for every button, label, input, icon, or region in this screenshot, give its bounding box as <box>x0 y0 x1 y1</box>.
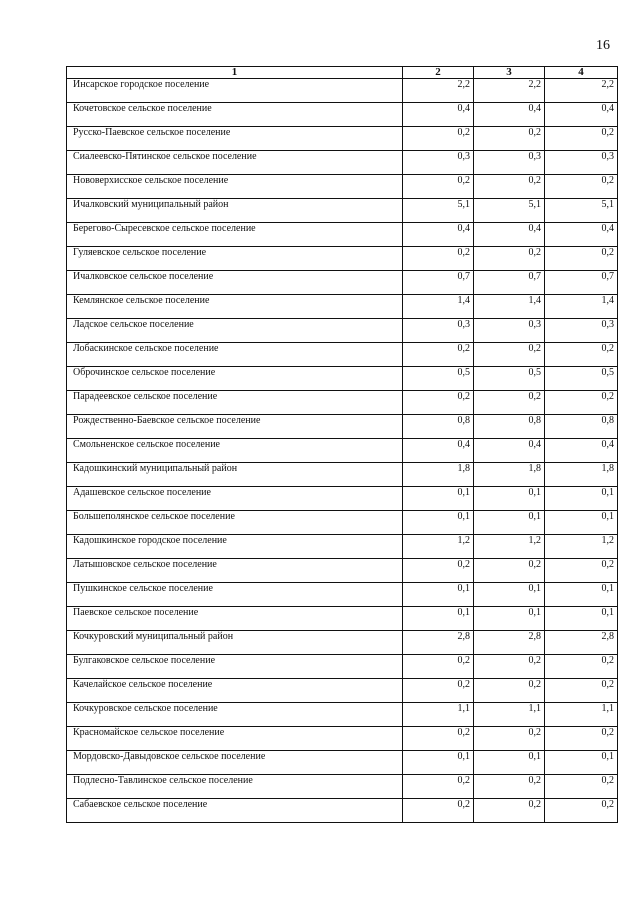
value-col-2-cell: 1,8 <box>403 463 474 487</box>
value-col-3-cell: 0,2 <box>474 655 545 679</box>
value-col-3-cell: 0,2 <box>474 247 545 271</box>
table-row <box>67 655 618 679</box>
table-row <box>67 607 618 631</box>
table-row <box>67 247 618 271</box>
table-row <box>67 679 618 703</box>
value-col-4-cell: 0,2 <box>545 127 618 151</box>
value-col-3-cell: 1,2 <box>474 535 545 559</box>
value-col-3-cell: 0,1 <box>474 487 545 511</box>
value-col-2-cell: 0,5 <box>403 367 474 391</box>
value-col-4-cell: 0,1 <box>545 487 618 511</box>
row-name-cell: Булгаковское сельское поселение <box>67 655 403 679</box>
value-col-3-cell: 2,8 <box>474 631 545 655</box>
row-name-cell: Кадошкинский муниципальный район <box>67 463 403 487</box>
value-col-3-cell: 0,1 <box>474 751 545 775</box>
table-row <box>67 775 618 799</box>
value-col-3-cell: 0,3 <box>474 319 545 343</box>
value-col-3-cell: 0,4 <box>474 103 545 127</box>
value-col-4-cell: 0,3 <box>545 151 618 175</box>
value-col-2-cell: 0,1 <box>403 583 474 607</box>
value-col-2-cell: 0,2 <box>403 127 474 151</box>
value-col-4-cell: 0,1 <box>545 751 618 775</box>
column-header-4: 4 <box>545 67 618 79</box>
value-col-4-cell: 0,2 <box>545 391 618 415</box>
row-name-cell: Смольненское сельское поселение <box>67 439 403 463</box>
value-col-2-cell: 2,8 <box>403 631 474 655</box>
value-col-4-cell: 0,2 <box>545 775 618 799</box>
table-body <box>67 79 618 823</box>
table-row <box>67 727 618 751</box>
value-col-2-cell: 0,7 <box>403 271 474 295</box>
table-row <box>67 343 618 367</box>
value-col-3-cell: 0,1 <box>474 583 545 607</box>
row-name-cell: Гуляевское сельское поселение <box>67 247 403 271</box>
value-col-4-cell: 0,2 <box>545 799 618 823</box>
value-col-4-cell: 0,1 <box>545 607 618 631</box>
value-col-2-cell: 0,2 <box>403 559 474 583</box>
table-row <box>67 367 618 391</box>
value-col-2-cell: 0,2 <box>403 343 474 367</box>
value-col-4-cell: 5,1 <box>545 199 618 223</box>
row-name-cell: Лобаскинское сельское поселение <box>67 343 403 367</box>
value-col-2-cell: 0,1 <box>403 511 474 535</box>
table-row <box>67 295 618 319</box>
table-row <box>67 391 618 415</box>
value-col-4-cell: 0,5 <box>545 367 618 391</box>
row-name-cell: Инсарское городское поселение <box>67 79 403 103</box>
row-name-cell: Латышовское сельское поселение <box>67 559 403 583</box>
value-col-3-cell: 5,1 <box>474 199 545 223</box>
value-col-3-cell: 0,2 <box>474 775 545 799</box>
row-name-cell: Подлесно-Тавлинское сельское поселение <box>67 775 403 799</box>
table-row <box>67 511 618 535</box>
table-row <box>67 751 618 775</box>
value-col-3-cell: 0,2 <box>474 679 545 703</box>
value-col-2-cell: 0,2 <box>403 727 474 751</box>
value-col-3-cell: 0,2 <box>474 391 545 415</box>
row-name-cell: Кочкуровское сельское поселение <box>67 703 403 727</box>
table-row <box>67 103 618 127</box>
value-col-2-cell: 1,4 <box>403 295 474 319</box>
value-col-4-cell: 0,2 <box>545 679 618 703</box>
value-col-2-cell: 0,4 <box>403 439 474 463</box>
value-col-3-cell: 1,1 <box>474 703 545 727</box>
value-col-4-cell: 0,4 <box>545 439 618 463</box>
value-col-2-cell: 0,4 <box>403 223 474 247</box>
value-col-2-cell: 5,1 <box>403 199 474 223</box>
value-col-2-cell: 0,2 <box>403 175 474 199</box>
column-header-2: 2 <box>403 67 474 79</box>
value-col-4-cell: 0,7 <box>545 271 618 295</box>
value-col-4-cell: 2,2 <box>545 79 618 103</box>
row-name-cell: Ладское сельское поселение <box>67 319 403 343</box>
table-row <box>67 535 618 559</box>
row-name-cell: Сиалеевско-Пятинское сельское поселение <box>67 151 403 175</box>
value-col-4-cell: 0,2 <box>545 559 618 583</box>
value-col-4-cell: 1,4 <box>545 295 618 319</box>
value-col-3-cell: 0,4 <box>474 223 545 247</box>
value-col-3-cell: 0,2 <box>474 127 545 151</box>
value-col-4-cell: 0,4 <box>545 223 618 247</box>
value-col-2-cell: 1,1 <box>403 703 474 727</box>
row-name-cell: Нововерхисское сельское поселение <box>67 175 403 199</box>
value-col-4-cell: 0,2 <box>545 175 618 199</box>
value-col-2-cell: 0,8 <box>403 415 474 439</box>
row-name-cell: Пушкинское сельское поселение <box>67 583 403 607</box>
row-name-cell: Мордовско-Давыдовское сельское поселение <box>67 751 403 775</box>
value-col-3-cell: 0,3 <box>474 151 545 175</box>
table-row <box>67 271 618 295</box>
value-col-3-cell: 0,2 <box>474 727 545 751</box>
row-name-cell: Паевское сельское поселение <box>67 607 403 631</box>
value-col-2-cell: 2,2 <box>403 79 474 103</box>
row-name-cell: Русско-Паевское сельское поселение <box>67 127 403 151</box>
value-col-4-cell: 0,4 <box>545 103 618 127</box>
table-row <box>67 151 618 175</box>
value-col-4-cell: 0,3 <box>545 319 618 343</box>
table-row <box>67 199 618 223</box>
row-name-cell: Кочетовское сельское поселение <box>67 103 403 127</box>
value-col-2-cell: 0,2 <box>403 655 474 679</box>
column-header-1: 1 <box>67 67 403 79</box>
table-row <box>67 127 618 151</box>
value-col-3-cell: 1,4 <box>474 295 545 319</box>
table-row <box>67 583 618 607</box>
table-row <box>67 439 618 463</box>
value-col-2-cell: 0,4 <box>403 103 474 127</box>
table-row <box>67 631 618 655</box>
value-col-4-cell: 1,2 <box>545 535 618 559</box>
value-col-2-cell: 0,3 <box>403 319 474 343</box>
value-col-3-cell: 0,4 <box>474 439 545 463</box>
value-col-3-cell: 1,8 <box>474 463 545 487</box>
value-col-3-cell: 0,8 <box>474 415 545 439</box>
value-col-4-cell: 0,2 <box>545 247 618 271</box>
table-row <box>67 319 618 343</box>
value-col-2-cell: 0,2 <box>403 799 474 823</box>
table-header-row <box>67 67 618 79</box>
table-row <box>67 79 618 103</box>
value-col-2-cell: 1,2 <box>403 535 474 559</box>
value-col-4-cell: 0,1 <box>545 583 618 607</box>
value-col-2-cell: 0,1 <box>403 607 474 631</box>
value-col-2-cell: 0,3 <box>403 151 474 175</box>
value-col-4-cell: 2,8 <box>545 631 618 655</box>
value-col-4-cell: 0,2 <box>545 343 618 367</box>
column-header-3: 3 <box>474 67 545 79</box>
row-name-cell: Большеполянское сельское поселение <box>67 511 403 535</box>
row-name-cell: Ичалковское сельское поселение <box>67 271 403 295</box>
table-row <box>67 703 618 727</box>
table-row <box>67 799 618 823</box>
value-col-2-cell: 0,1 <box>403 751 474 775</box>
value-col-2-cell: 0,1 <box>403 487 474 511</box>
value-col-4-cell: 1,8 <box>545 463 618 487</box>
value-col-4-cell: 0,2 <box>545 727 618 751</box>
table-row <box>67 415 618 439</box>
value-col-4-cell: 1,1 <box>545 703 618 727</box>
row-name-cell: Берегово-Сыресевское сельское поселение <box>67 223 403 247</box>
table-row <box>67 223 618 247</box>
row-name-cell: Рождественно-Баевское сельское поселение <box>67 415 403 439</box>
row-name-cell: Ичалковский муниципальный район <box>67 199 403 223</box>
data-table <box>66 66 618 823</box>
value-col-4-cell: 0,1 <box>545 511 618 535</box>
row-name-cell: Парадеевское сельское поселение <box>67 391 403 415</box>
value-col-2-cell: 0,2 <box>403 247 474 271</box>
row-name-cell: Оброчинское сельское поселение <box>67 367 403 391</box>
row-name-cell: Кемлянское сельское поселение <box>67 295 403 319</box>
table-row <box>67 175 618 199</box>
value-col-3-cell: 0,2 <box>474 343 545 367</box>
value-col-2-cell: 0,2 <box>403 679 474 703</box>
row-name-cell: Сабаевское сельское поселение <box>67 799 403 823</box>
value-col-2-cell: 0,2 <box>403 775 474 799</box>
row-name-cell: Адашевское сельское поселение <box>67 487 403 511</box>
table-row <box>67 487 618 511</box>
row-name-cell: Кадошкинское городское поселение <box>67 535 403 559</box>
table-row <box>67 463 618 487</box>
value-col-3-cell: 0,2 <box>474 799 545 823</box>
value-col-3-cell: 0,1 <box>474 607 545 631</box>
row-name-cell: Качелайское сельское поселение <box>67 679 403 703</box>
value-col-2-cell: 0,2 <box>403 391 474 415</box>
row-name-cell: Кочкуровский муниципальный район <box>67 631 403 655</box>
value-col-3-cell: 0,2 <box>474 559 545 583</box>
value-col-3-cell: 0,1 <box>474 511 545 535</box>
table-row <box>67 559 618 583</box>
value-col-4-cell: 0,2 <box>545 655 618 679</box>
page-number: 16 <box>596 38 610 53</box>
value-col-3-cell: 2,2 <box>474 79 545 103</box>
value-col-3-cell: 0,7 <box>474 271 545 295</box>
value-col-3-cell: 0,2 <box>474 175 545 199</box>
value-col-3-cell: 0,5 <box>474 367 545 391</box>
row-name-cell: Красномайское сельское поселение <box>67 727 403 751</box>
value-col-4-cell: 0,8 <box>545 415 618 439</box>
